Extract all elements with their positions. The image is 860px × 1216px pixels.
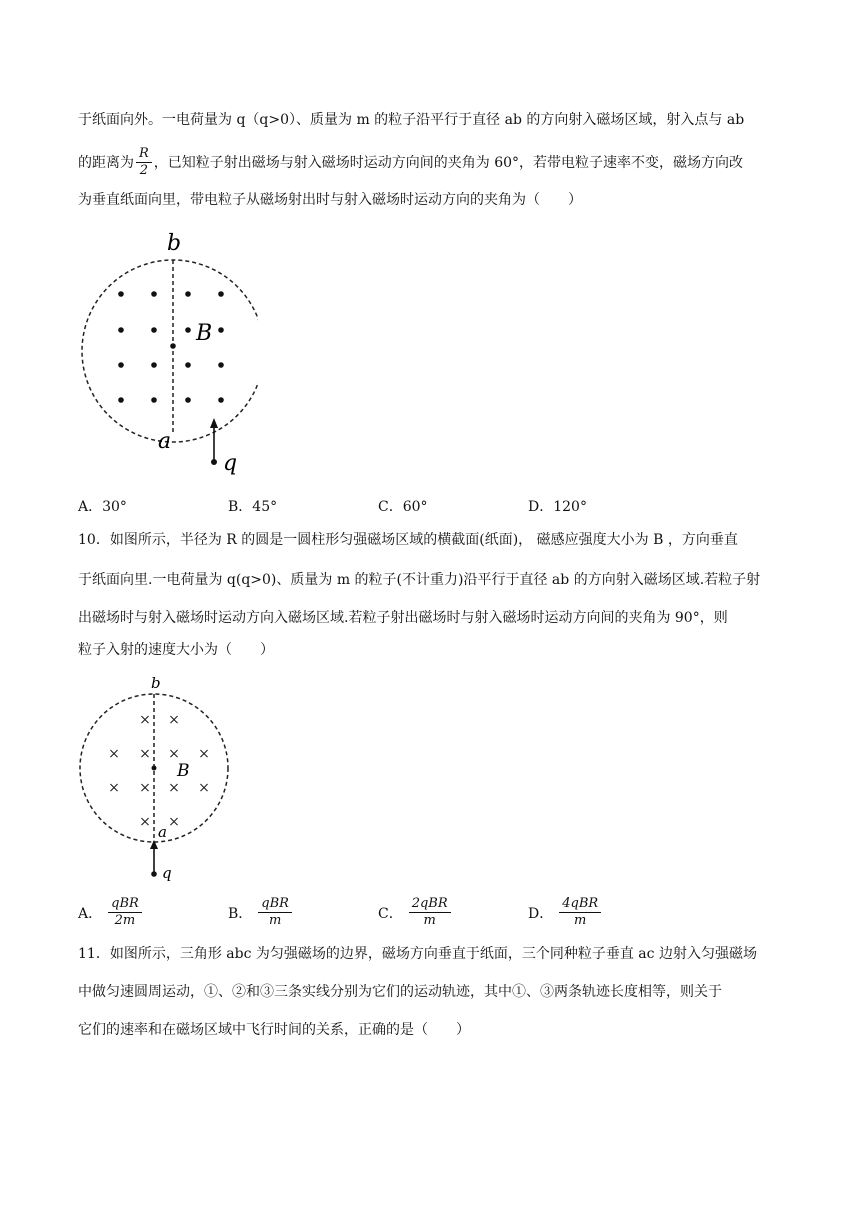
q10-label-a: a [158, 823, 167, 841]
q10-option-a-numerator: qBR [108, 896, 142, 913]
q9-text-line-1: 于纸面向外。一电荷量为 q（q>0）、质量为 m 的粒子沿平行于直径 ab 的方向射入磁场区域，射入点与 ab [78, 112, 745, 128]
q9-text-line-2 [78, 146, 743, 179]
svg-text:×: × [168, 780, 180, 796]
q10-label-B: B [177, 761, 190, 781]
q10-text-line-2: 于纸面向里.一电荷量为 q(q>0)、质量为 m 的粒子(不计重力)沿平行于直径 ab 的方向射入磁场区域.若粒子射 [78, 572, 761, 588]
q10-text-line-1: 10．如图所示，半径为 R 的圆是一圆柱形匀强磁场区域的横截面(纸面)， 磁感应强度大小为 B ，方向垂直 [78, 532, 738, 548]
q9-line2-suffix: ，已知粒子射出磁场与射入磁场时运动方向间的夹角为 60°，若带电粒子速率不变，磁场方向改 [153, 154, 744, 171]
q10-option-a[interactable] [78, 896, 144, 929]
q9-arrowhead [210, 418, 218, 428]
q11-text-line-3: 它们的速率和在磁场区域中飞行时间的关系，正确的是（ ） [78, 1022, 470, 1038]
svg-text:×: × [198, 746, 210, 762]
q10-option-c-letter: C． [378, 905, 403, 922]
q11-text-line-2: 中做匀速圆周运动，①、②和③三条实线分别为它们的运动轨迹，其中①、③两条轨迹长度相等，则关于 [78, 984, 722, 1000]
svg-text:×: × [139, 814, 151, 830]
q9-fraction-denominator: 2 [139, 163, 149, 178]
q10-option-d-letter: D． [528, 905, 554, 922]
q10-option-c-numerator: 2qBR [409, 896, 451, 913]
q9-option-c[interactable]: C．60° [378, 499, 428, 515]
q11-text-line-1: 11．如图所示，三角形 abc 为匀强磁场的边界，磁场方向垂直于纸面，三个同种粒子垂直 ac 边射入匀强磁场 [78, 946, 757, 962]
q10-option-a-letter: A． [78, 905, 103, 922]
svg-text:×: × [108, 780, 120, 796]
q9-option-a[interactable]: A．30° [78, 499, 127, 515]
q9-field-dots [118, 291, 224, 403]
svg-text:×: × [108, 746, 120, 762]
q10-magnetic-field-figure [78, 672, 238, 882]
q9-magnetic-field-figure [78, 228, 258, 476]
q10-option-d-numerator: 4qBR [559, 896, 601, 913]
q10-field-crosses [108, 712, 210, 830]
q10-text-line-3: 出磁场时与射入磁场时运动方向入磁场区域.若粒子射出磁场时与射入磁场时运动方向间的夹角为 90°，则 [78, 610, 728, 626]
q9-label-b: b [167, 231, 182, 256]
svg-text:×: × [168, 712, 180, 728]
q9-field-boundary-circle [82, 260, 258, 442]
q10-option-d[interactable] [528, 896, 603, 929]
q10-option-a-denominator: 2m [114, 913, 136, 928]
q9-line2-prefix: 的距离为 [78, 154, 134, 171]
q10-option-b-letter: B． [228, 905, 253, 922]
q10-particle-dot [151, 871, 157, 877]
q9-label-B: B [196, 321, 213, 346]
q9-label-q: q [223, 451, 238, 476]
q10-option-b[interactable] [228, 896, 294, 929]
q9-label-a: a [158, 429, 172, 454]
q10-label-q: q [162, 864, 172, 882]
svg-text:×: × [139, 712, 151, 728]
q10-option-c-denominator: m [423, 913, 436, 928]
q9-distance-fraction [136, 146, 152, 179]
q9-text-line-3: 为垂直纸面向里，带电粒子从磁场射出时与射入磁场时运动方向的夹角为（ ） [78, 192, 582, 208]
q9-fraction-numerator: R [136, 146, 152, 163]
q9-option-b[interactable]: B．45° [228, 499, 278, 515]
svg-text:×: × [168, 814, 180, 830]
svg-text:×: × [198, 780, 210, 796]
q10-option-b-denominator: m [268, 913, 282, 928]
q9-particle-dot [211, 459, 217, 465]
svg-text:×: × [139, 780, 151, 796]
q10-option-b-numerator: qBR [258, 896, 292, 913]
q10-text-line-4: 粒子入射的速度大小为（ ） [78, 642, 274, 658]
svg-text:×: × [139, 746, 151, 762]
q10-option-c[interactable] [378, 896, 453, 929]
q9-option-d[interactable]: D．120° [528, 499, 587, 515]
q10-option-d-denominator: m [574, 913, 587, 928]
svg-text:×: × [168, 746, 180, 762]
q10-center-dot [152, 766, 157, 771]
q10-label-b: b [151, 674, 161, 692]
